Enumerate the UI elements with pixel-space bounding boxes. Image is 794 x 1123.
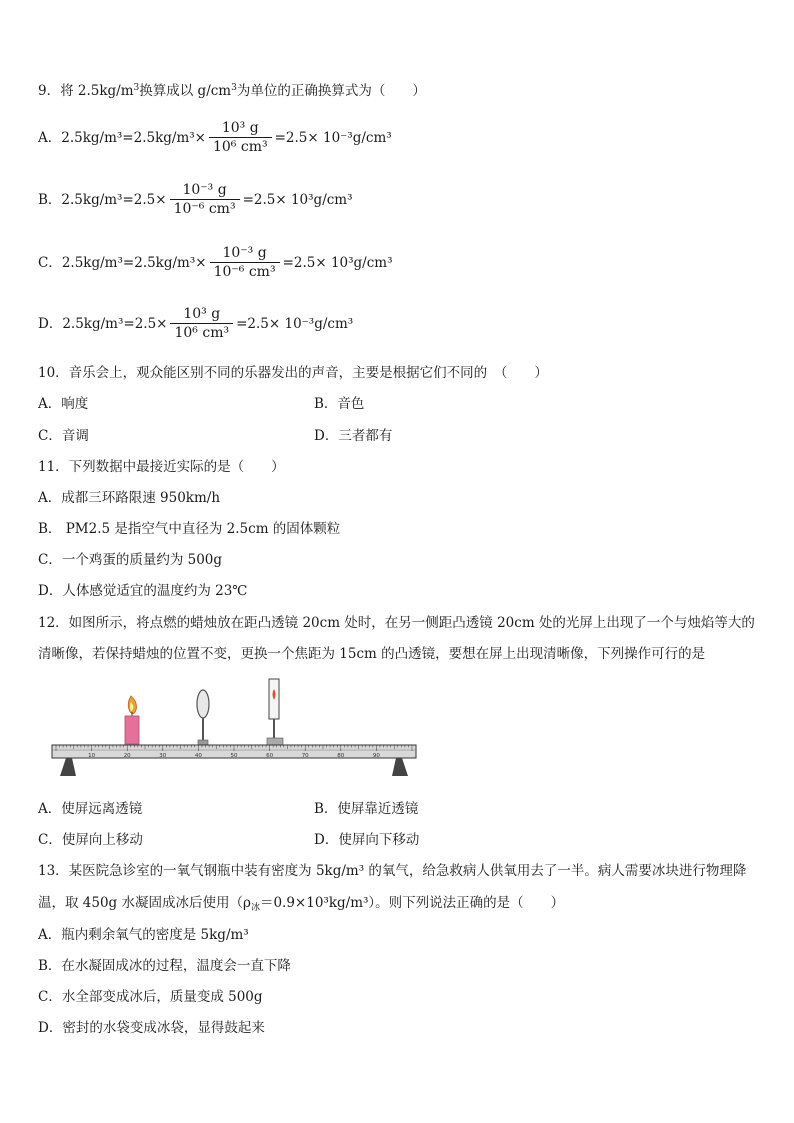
bench-leg-left (60, 758, 76, 776)
ruler-label: 40 (194, 753, 202, 759)
optical-bench-figure (48, 672, 444, 790)
q13-option-b: B．在水凝固成冰的过程，温度会一直下降 (38, 958, 291, 974)
ruler-label: 80 (337, 753, 345, 759)
q11-option-b: B． PM2.5 是指空气中直径为 2.5cm 的固体颗粒 (38, 521, 341, 537)
q10-option-a: A．响度 (38, 396, 89, 412)
ruler-label: 70 (301, 753, 309, 759)
q13-stem-line1: 13．某医院急诊室的一氧气钢瓶中装有密度为 5kg/m³ 的氧气，给急救病人供氧用去了一半。病人需要冰块进行物理降 (38, 863, 747, 879)
bench-leg-right (392, 758, 408, 776)
fraction: $\frac{\text{10³ g}}{\text{10⁶ cm³}}$ (209, 120, 272, 155)
q9-option-c: C．2.5kg/m³=2.5kg/m³× $\frac{\text{10⁻³ g}}{\text{10⁻⁶ cm³}}$ =2.5× 10³g/cm³ (38, 245, 393, 280)
ruler-label: 90 (372, 753, 380, 759)
ruler-label: 10 (88, 753, 96, 759)
q11-stem: 11．下列数据中最接近实际的是（ ） (38, 459, 285, 475)
q12-stem-line2: 清晰像，若保持蜡烛的位置不变，更换一个焦距为 15cm 的凸透镜，要想在屏上出现清晰像，下列操作可行的是 (38, 646, 706, 662)
ruler-label: 50 (230, 753, 238, 759)
q10-option-c: C．音调 (38, 428, 89, 444)
ruler-label: 60 (266, 753, 274, 759)
q9-option-d: D．2.5kg/m³=2.5× $\frac{\text{10³ g}}{\text{10⁶ cm³}}$ =2.5× 10⁻³g/cm³ (38, 306, 354, 341)
q11-option-c: C．一个鸡蛋的质量约为 500g (38, 552, 223, 568)
q12-option-d: D．使屏向下移动 (314, 832, 420, 848)
ruler-label: 30 (159, 753, 167, 759)
q9-stem: 9．将 $2.5kg/m^3$换算成以 $g/cm^3$为单位的正确换算式为（ ） (38, 83, 426, 99)
q10-option-b: B．音色 (314, 396, 365, 412)
q9-option-a: A．2.5kg/m³=2.5kg/m³× $\frac{\text{10³ g}}{\text{10⁶ cm³}}$ =2.5× 10⁻³g/cm³ (38, 120, 392, 155)
q11-option-d: D．人体感觉适宜的温度约为 23℃ (38, 583, 248, 599)
lens (197, 690, 209, 745)
ruler-label: 20 (123, 753, 131, 759)
fraction: $\frac{\text{10⁻³ g}}{\text{10⁻⁶ cm³}}$ (170, 182, 240, 217)
q12-stem-line1: 12．如图所示，将点燃的蜡烛放在距凸透镜 20cm 处时，在另一侧距凸透镜 20cm 处的光屏上出现了一个与烛焰等大的 (38, 615, 755, 631)
bench-ruler (52, 745, 416, 759)
q12-option-b: B．使屏靠近透镜 (314, 801, 419, 817)
q12-option-c: C．使屏向上移动 (38, 832, 143, 848)
q12-option-a: A．使屏远离透镜 (38, 801, 143, 817)
q10-stem: 10．音乐会上，观众能区别不同的乐器发出的声音，主要是根据它们不同的 （ ） (38, 365, 548, 381)
q13-stem-line2: 温，取 450g 水凝固成冰后使用$(\rho_冰=0.9\times 10^3kg/m^3)$。则下列说法正确的是（ ） (38, 895, 565, 913)
q13-option-c: C．水全部变成冰后，质量变成 500g (38, 989, 263, 1005)
q11-option-a: A．成都三环路限速 950km/h (38, 490, 221, 506)
screen (267, 679, 283, 745)
fraction: $\frac{\text{10⁻³ g}}{\text{10⁻⁶ cm³}}$ (210, 245, 280, 280)
q13-option-d: D．密封的水袋变成冰袋，显得鼓起来 (38, 1020, 265, 1036)
candle (125, 696, 139, 744)
q10-option-d: D．三者都有 (314, 428, 393, 444)
q9-option-b: B．2.5kg/m³=2.5× $\frac{\text{10⁻³ g}}{\text{10⁻⁶ cm³}}$ =2.5× 10³g/cm³ (38, 182, 353, 217)
fraction: $\frac{\text{10³ g}}{\text{10⁶ cm³}}$ (170, 306, 233, 341)
q13-option-a: A．瓶内剩余氧气的密度是 5kg/m³ (38, 927, 249, 943)
